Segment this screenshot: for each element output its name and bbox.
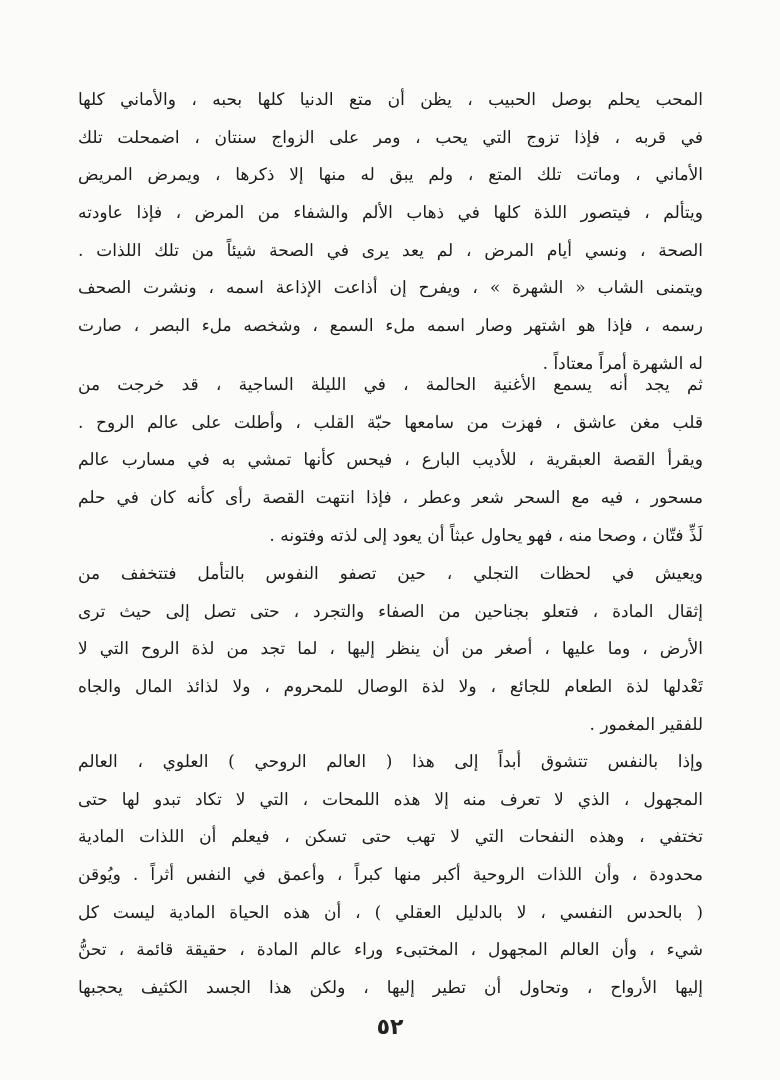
text-line: له الشهرة أمراً معتاداً . <box>542 353 703 374</box>
text-line: في قربه ، فإذا تزوج التي يحب ، ومر على الزواج سنتان ، اضمحلت تلك <box>78 127 703 148</box>
text-line: المجهول ، الذي لا تعرف منه إلا هذه اللمحات ، التي لا تكاد تبدو لها حتى <box>78 789 703 810</box>
text-line: ويعيش في لحظات التجلي ، حين تصفو النفوس بالتأمل فتتخفف من <box>78 564 703 584</box>
text-line: محدودة ، وأن اللذات الروحية أكبر منها كبراً ، وأعمق في النفس أثراً . ويُوقن <box>78 865 703 886</box>
text-line: رسمه ، فإذا هو اشتهر وصار اسمه ملء السمع ، وشخصه ملء البصر ، صارت <box>78 316 703 337</box>
text-line: المحب يحلم بوصل الحبيب ، يظن أن متع الدنيا كلها بحبه ، والأماني كلها <box>78 90 703 110</box>
text-line: الصحة ، ونسي أيام المرض ، لم يعد يرى في الصحة شيئاً من تلك اللذات . <box>78 240 703 261</box>
text-line: إثقال المادة ، فتعلو بجناحين من الصفاء والتجرد ، حتى تصل إلى حيث ترى <box>78 601 703 622</box>
text-line: الأرض ، وما عليها ، أصغر من أن ينظر إليها ، لما تجد من لذة الروح التي لا <box>78 639 703 660</box>
text-line: تختفي ، وهذه النفحات التي لا تهب حتى تسكن ، فيعلم أن اللذات المادية <box>78 827 703 848</box>
text-line: مسحور ، فيه مع السحر شعر وعطر ، فإذا انتهت القصة رأى كأنه كان في حلم <box>78 488 703 509</box>
text-line: تَعْدلها لذة الطعام للجائع ، ولا لذة الوصال للمحروم ، ولا لذائذ المال والجاه <box>78 677 703 698</box>
text-line: وإذا بالنفس تتشوق أبداً إلى هذا ( العالم الروحي ) العلوي ، العالم <box>78 752 703 772</box>
text-line: قلب مغن عاشق ، فهزت من سامعها حبّة القلب ، وأطلت على عالم الروح . <box>78 412 703 433</box>
paragraph-2 <box>78 367 703 555</box>
text-line: ( بالحدس النفسي ، لا بالدليل العقلي ) ، أن هذه الحياة المادية ليست كل <box>78 902 703 923</box>
text-line: ويتألم ، فيتصور اللذة كلها في ذهاب الألم والشفاء من المرض ، فإذا عاودته <box>78 203 703 224</box>
page-number: ٥٢ <box>376 1015 404 1040</box>
text-line: ويقرأ القصة العبقرية ، للأديب البارع ، فيحس كأنها تمشي به في مسارب عالم <box>78 450 703 471</box>
text-line: شيء ، وأن العالم المجهول ، المختبىء وراء عالم المادة ، حقيقة قائمة ، تحنُّ <box>78 940 703 961</box>
text-line: ثم يجد أنه يسمع الأغنية الحالمة ، في الليلة الساجية ، قد خرجت من <box>78 375 703 395</box>
text-line: لَذِّ فتّان ، وصحا منه ، فهو يحاول عبثاً أن يعود إلى لذته وفتونه . <box>269 525 703 546</box>
text-line: إليها الأرواح ، وتحاول أن تطير إليها ، ولكن هذا الجسد الكثيف يحجبها <box>78 978 703 999</box>
text-line: ويتمنى الشاب « الشهرة » ، ويفرح إن أذاعت الإذاعة اسمه ، ونشرت الصحف <box>78 278 703 299</box>
paragraph-4 <box>78 744 703 1008</box>
paragraph-1 <box>78 82 703 384</box>
paragraph-3 <box>78 556 703 744</box>
text-line: الأماني ، وماتت تلك المتع ، ولم يبق له منها إلا ذكرها ، ويمرض المريض <box>78 165 703 186</box>
text-line: للفقير المغمور . <box>589 714 703 735</box>
